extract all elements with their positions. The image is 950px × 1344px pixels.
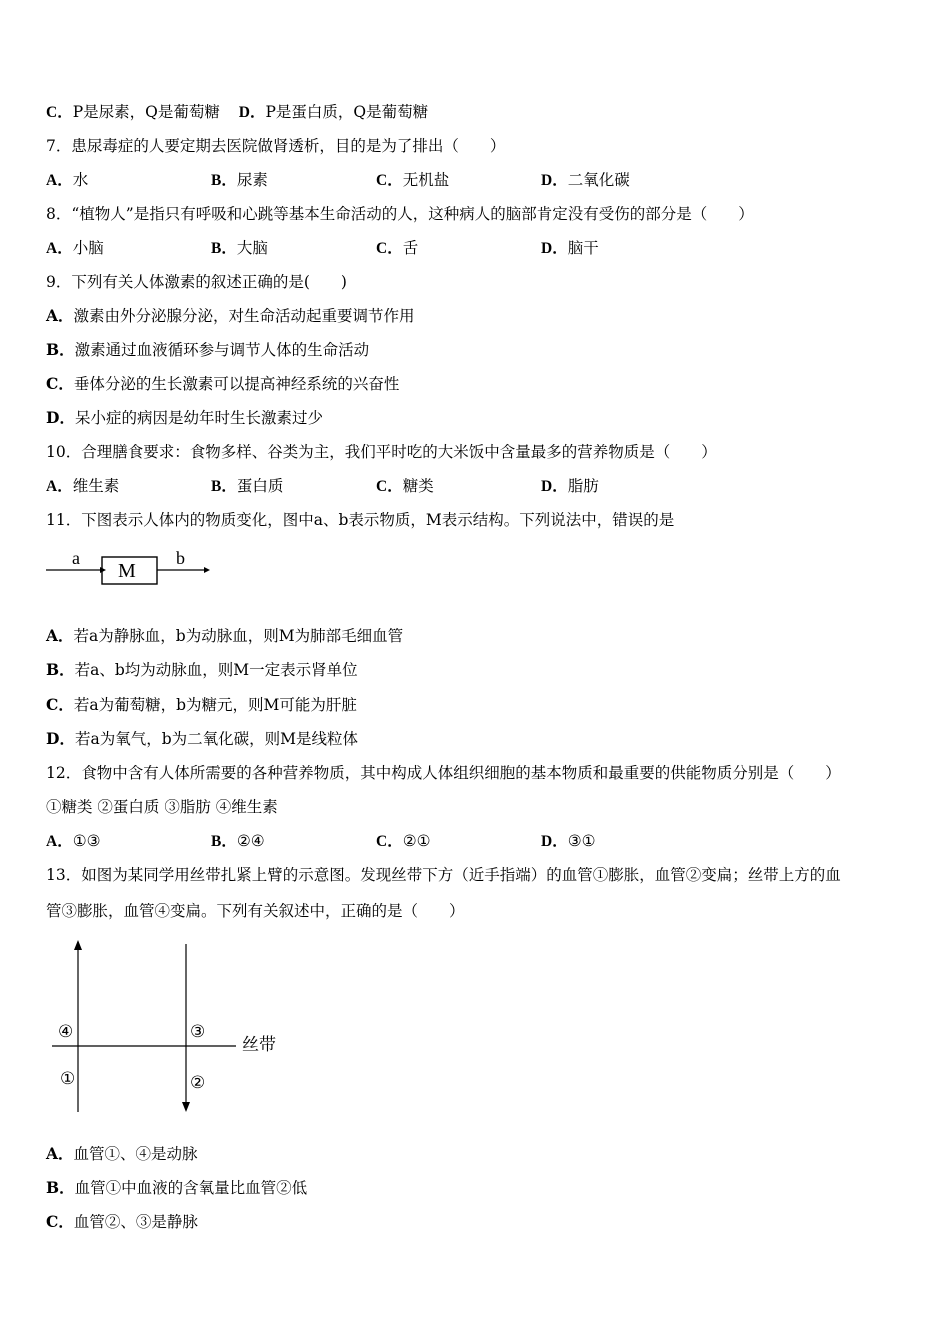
q13-arm-band-diagram xyxy=(44,936,294,1121)
option-c[interactable]: C．血管②、③是静脉 xyxy=(46,1212,198,1231)
option-a[interactable]: A．①③ xyxy=(46,832,101,850)
option-d[interactable]: D．脂肪 xyxy=(541,477,599,495)
option-a[interactable]: A．激素由外分泌腺分泌，对生命活动起重要调节作用 xyxy=(46,306,415,325)
question-13-stem-line2: 管③膨胀，血管④变扁。下列有关叙述中，正确的是（ ） xyxy=(46,902,465,920)
option-c[interactable]: C．②① xyxy=(376,832,431,850)
option-d[interactable]: D．若a为氧气，b为二氧化碳，则M是线粒体 xyxy=(46,729,358,748)
option-d[interactable]: D．③① xyxy=(541,832,596,850)
question-9-stem: 9．下列有关人体激素的叙述正确的是( ) xyxy=(46,273,347,291)
option-c[interactable]: C．P是尿素，Q是葡萄糖 xyxy=(46,103,220,121)
option-d[interactable]: D．P是蛋白质，Q是葡萄糖 xyxy=(238,103,429,121)
option-b[interactable]: B．大脑 xyxy=(211,239,268,257)
option-d[interactable]: D．二氧化碳 xyxy=(541,171,630,189)
question-7-stem: 7．患尿毒症的人要定期去医院做肾透析，目的是为了排出（ ） xyxy=(46,137,506,155)
question-10-stem: 10．合理膳食要求：食物多样、谷类为主，我们平时吃的大米饭中含量最多的营养物质是（ ） xyxy=(46,443,717,461)
band-label: 丝带 xyxy=(242,1035,276,1054)
option-b[interactable]: B．②④ xyxy=(211,832,265,850)
option-c[interactable]: C．无机盐 xyxy=(376,171,450,189)
option-d[interactable]: D．脑干 xyxy=(541,239,599,257)
option-c[interactable]: C．糖类 xyxy=(376,477,434,495)
label-m: M xyxy=(118,560,136,582)
vessel-4-label: ④ xyxy=(58,1022,74,1041)
option-b[interactable]: B．若a、b均为动脉血，则M一定表示肾单位 xyxy=(46,660,358,679)
option-a[interactable]: A．血管①、④是动脉 xyxy=(46,1144,198,1163)
arrow-up-head xyxy=(74,940,82,950)
vessel-1-label: ① xyxy=(60,1069,76,1088)
arrow-down-head xyxy=(182,1102,190,1112)
label-b: b xyxy=(176,548,185,568)
option-d[interactable]: D．呆小症的病因是幼年时生长激素过少 xyxy=(46,408,323,427)
q6-options-cd xyxy=(46,102,428,123)
option-a[interactable]: A．小脑 xyxy=(46,239,104,257)
question-12-stem: 12．食物中含有人体所需要的各种营养物质，其中构成人体组织细胞的基本物质和最重要的供能物质分别是（ ） xyxy=(46,764,841,782)
option-b[interactable]: B．尿素 xyxy=(211,171,268,189)
option-b[interactable]: B．蛋白质 xyxy=(211,477,284,495)
question-8-stem: 8．“植物人”是指只有呼吸和心跳等基本生命活动的人，这种病人的脑部肯定没有受伤的部分是（ ） xyxy=(46,205,754,223)
option-a[interactable]: A．水 xyxy=(46,171,89,189)
label-a: a xyxy=(72,548,80,568)
option-a[interactable]: A．维生素 xyxy=(46,477,120,495)
q11-flow-diagram xyxy=(44,540,214,595)
question-13-stem-line1: 13．如图为某同学用丝带扎紧上臂的示意图。发现丝带下方（近手指端）的血管①膨胀，血管②变扁；丝带上方的血 xyxy=(46,866,841,884)
option-c[interactable]: C．若a为葡萄糖，b为糖元，则M可能为肝脏 xyxy=(46,695,357,714)
option-a[interactable]: A．若a为静脉血，b为动脉血，则M为肺部毛细血管 xyxy=(46,626,404,645)
vessel-3-label: ③ xyxy=(190,1022,206,1041)
option-c[interactable]: C．垂体分泌的生长激素可以提高神经系统的兴奋性 xyxy=(46,374,400,393)
arrow-a-head xyxy=(100,567,106,573)
option-b[interactable]: B．血管①中血液的含氧量比血管②低 xyxy=(46,1178,308,1197)
option-c[interactable]: C．舌 xyxy=(376,239,419,257)
arrow-b-head xyxy=(204,567,210,573)
question-12-choices: ①糖类 ②蛋白质 ③脂肪 ④维生素 xyxy=(46,798,278,816)
option-b[interactable]: B．激素通过血液循环参与调节人体的生命活动 xyxy=(46,340,370,359)
vessel-2-label: ② xyxy=(190,1073,206,1092)
question-11-stem: 11．下图表示人体内的物质变化，图中a、b表示物质，M表示结构。下列说法中，错误的是 xyxy=(46,511,675,529)
